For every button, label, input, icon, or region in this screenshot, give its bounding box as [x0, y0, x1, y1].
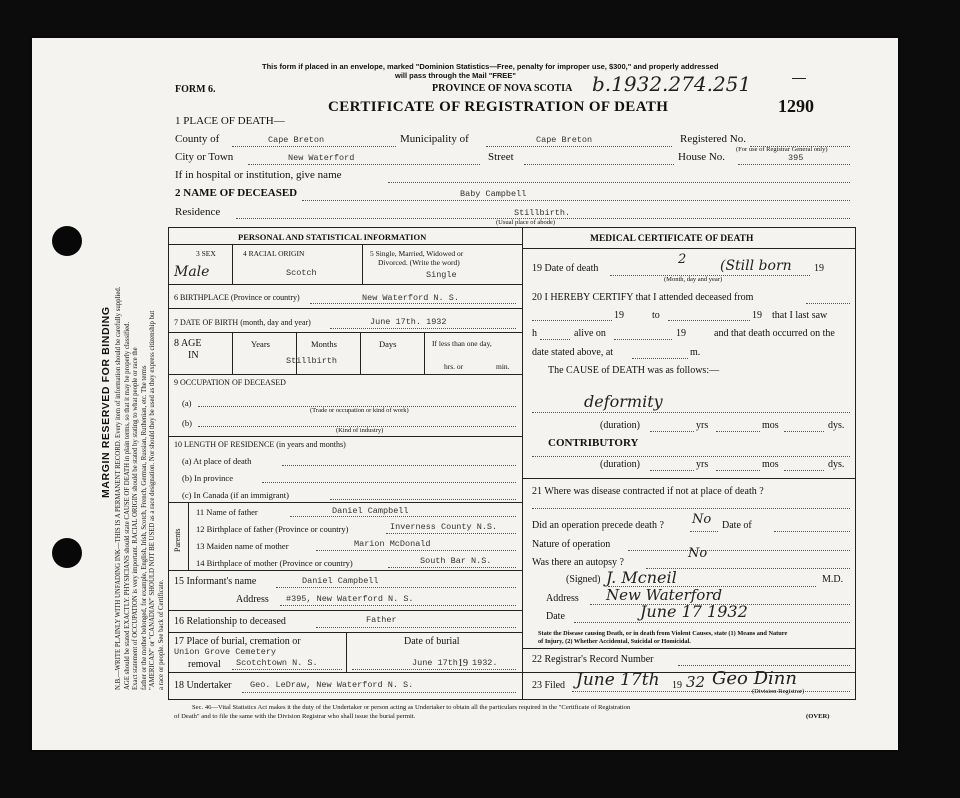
alive-on-label: alive on [574, 328, 606, 339]
birthplace-value: New Waterford N. S. [362, 293, 459, 303]
table-middle-rule [522, 227, 523, 699]
racial-value: Scotch [286, 268, 317, 278]
rule-after-dob [168, 332, 522, 333]
footer-line-1: Sec. 46—Vital Statistics Act makes it the duty of the Undertaker or person acting as Undertaker to obtain all the particulars required in the "Certificate of Registration [192, 704, 631, 711]
hospital-line [388, 182, 850, 183]
father-birthplace-line [386, 533, 516, 534]
duration-yrs-line-2 [650, 470, 694, 471]
cause-line [532, 412, 850, 413]
punch-hole-top [52, 226, 82, 256]
occupation-label: 9 OCCUPATION OF DECEASED [174, 378, 286, 387]
min-label: min. [496, 362, 510, 371]
rule-after-birthplace [168, 308, 522, 309]
table-bottom-rule [168, 699, 856, 700]
to-label: to [652, 310, 660, 321]
municipality-line [486, 146, 672, 147]
street-line [524, 164, 674, 165]
filed-hand: June 17th [576, 670, 660, 690]
age-label-2: IN [188, 350, 199, 361]
name-value: Baby Campbell [460, 189, 527, 199]
rule-after-sex [168, 284, 522, 285]
med-date-line [574, 622, 850, 623]
q21-label: 21 Where was disease contracted if not at place of death ? [532, 486, 764, 497]
table-right-rule [855, 227, 856, 699]
death-date-hand: 2 [678, 252, 687, 267]
burial-place-2: Scotchtown N. S. [236, 658, 318, 668]
father-birthplace-label: 12 Birthplace of father (Province or country) [196, 524, 349, 534]
md-label: M.D. [822, 574, 844, 585]
len-b-line [262, 482, 516, 483]
house-label: House No. [678, 151, 726, 163]
death-year-prefix: 19 [814, 263, 824, 274]
informant-address-value: #395, New Waterford N. S. [286, 594, 414, 604]
house-line [738, 164, 850, 165]
sex-label: 3 SEX [196, 249, 216, 258]
dob-line [330, 328, 516, 329]
burial-place-1: Union Grove Cemetery [174, 647, 277, 657]
certificate-number: 1290 [778, 96, 814, 116]
mos-label-1: mos [762, 420, 779, 431]
municipality-label: Municipality of [400, 133, 469, 145]
operation-date-label: Date of [722, 520, 752, 531]
marital-label-1: 5 Single, Married, Widowed or [370, 249, 464, 258]
length-label: 10 LENGTH OF RESIDENCE (in years and months) [174, 440, 346, 449]
cause-label: The CAUSE of DEATH was as follows:— [548, 365, 720, 376]
duration-mos-line-1 [716, 431, 760, 432]
mother-label: 13 Maiden name of mother [196, 541, 289, 551]
form-number: FORM 6. [175, 84, 216, 95]
death-date-label: 19 Date of death [532, 263, 599, 274]
mother-birthplace-value: South Bar N.S. [420, 556, 492, 566]
record-label: 22 Registrar's Record Number [532, 654, 654, 665]
operation-date-line [774, 531, 850, 532]
county-label: County of [175, 133, 220, 145]
occ-a-label: (a) [182, 398, 192, 408]
county-value: Cape Breton [268, 135, 325, 145]
marital-label-2: Divorced. (Write the word) [378, 258, 460, 267]
signed-hand: J. Mcneil [606, 568, 677, 587]
relationship-label: 16 Relationship to deceased [174, 616, 286, 627]
q21-line [532, 508, 850, 509]
date-above-line [632, 358, 688, 359]
filed-year-hand: 32 [686, 673, 706, 691]
punch-hole-bottom [52, 538, 82, 568]
alive-year: 19 [676, 328, 686, 339]
footer-line-2: of Death" and to file the same with the Division Registrar who shall issue the burial permit. [174, 713, 416, 720]
residence-label: Residence [175, 206, 221, 218]
mos-label-2: mos [762, 459, 779, 470]
death-date-hand-2: (Still born [720, 258, 792, 274]
place-of-death-label: 1 PLACE OF DEATH— [175, 115, 285, 127]
age-divider-1 [232, 332, 233, 374]
age-divider-2 [296, 332, 297, 374]
father-birthplace-value: Inverness County N.S. [390, 522, 498, 532]
cause-hand: deformity [584, 392, 663, 411]
signed-label: (Signed) [566, 574, 601, 585]
duration-dys-line-2 [784, 470, 824, 471]
age-divider-3 [360, 332, 361, 374]
operation-line [690, 531, 718, 532]
age-label-1: 8 AGE [174, 338, 202, 349]
relationship-value: Father [366, 615, 397, 625]
medical-heading-rule [522, 248, 855, 249]
birthplace-label: 6 BIRTHPLACE (Province or country) [174, 293, 300, 302]
nature-line [628, 550, 850, 551]
over-label: (OVER) [806, 713, 830, 720]
table-top-rule [168, 227, 856, 228]
undertaker-value: Geo. LeDraw, New Waterford N. S. [250, 680, 414, 690]
envelope-note-1: This form if placed in an envelope, marked "Dominion Statistics—Free, penalty for improper use, $300," and properly addressed [262, 62, 719, 71]
contributory-line [532, 456, 850, 457]
race-marital-divider [362, 244, 363, 284]
burial-divider [346, 632, 347, 672]
age-value: Stillbirth [286, 356, 338, 366]
rule-after-note [522, 648, 855, 649]
personal-heading-rule [168, 244, 522, 245]
informant-address-label: Address [236, 594, 269, 605]
rule-after-cause [522, 478, 855, 479]
sex-value: Male [174, 264, 210, 280]
relationship-line [316, 627, 516, 628]
rule-after-parents [168, 570, 522, 571]
m-label: m. [690, 347, 701, 358]
undertaker-line [242, 692, 516, 693]
occ-b-label: (b) [182, 418, 192, 428]
med-date-hand: June 17 1932 [640, 602, 748, 621]
street-label: Street [488, 151, 514, 163]
len-a-line [282, 465, 516, 466]
from-line [532, 320, 612, 321]
contributory-label: CONTRIBUTORY [548, 437, 639, 449]
autopsy-hand: No [688, 546, 708, 561]
informant-label: 15 Informant's name [174, 576, 257, 587]
dys-label-1: dys. [828, 420, 845, 431]
racial-label: 4 RACIAL ORIGIN [243, 249, 305, 258]
name-label: 2 NAME OF DECEASED [175, 187, 298, 199]
parents-divider [188, 502, 189, 570]
registrar-sub: (Division Registrar) [752, 688, 805, 695]
registered-label: Registered No. [680, 133, 746, 145]
burial-label-1: 17 Place of burial, cremation or [174, 636, 301, 647]
dob-value: June 17th. 1932 [370, 317, 447, 327]
parents-label: Parents [173, 528, 182, 552]
registered-sub: (For use of Registrar General only) [736, 146, 828, 153]
marital-value: Single [426, 270, 457, 280]
duration-label-1: (duration) [600, 420, 640, 431]
duration-dys-line-1 [784, 431, 824, 432]
occ-b-sub: (Kind of industry) [336, 427, 384, 434]
med-address-hand: New Waterford [606, 586, 723, 604]
age-divider-4 [424, 332, 425, 374]
dob-label: 7 DATE OF BIRTH (month, day and year) [174, 318, 311, 327]
note-line-1: State the Disease causing Death, or in death from Violent Causes, state (1) Means and Nature [538, 630, 788, 637]
certificate-title: CERTIFICATE OF REGISTRATION OF DEATH [328, 99, 669, 115]
certify-line [806, 303, 850, 304]
less-than-day-label: If less than one day, [432, 339, 492, 348]
death-date-sub: (Month, day and year) [664, 276, 723, 283]
certify-to-year: 19 [752, 310, 762, 321]
undertaker-label: 18 Undertaker [174, 680, 232, 691]
years-label: Years [251, 339, 270, 349]
house-value: 395 [788, 153, 804, 163]
hospital-label: If in hospital or institution, give name [175, 169, 342, 181]
burial-date-label: Date of burial [404, 636, 460, 647]
med-date-label: Date [546, 611, 565, 622]
rule-after-occupation [168, 436, 522, 437]
operation-label: Did an operation precede death ? [532, 520, 664, 531]
rule-after-informant [168, 610, 522, 611]
yrs-label-2: yrs [696, 459, 709, 470]
residence-sub: (Usual place of abode) [496, 219, 556, 226]
envelope-note-2: will pass through the Mail "FREE" [395, 71, 516, 80]
father-line [290, 516, 516, 517]
burial-year-value: 1932. [472, 658, 498, 668]
rule-after-age [168, 374, 522, 375]
death-occurred-label: and that death occurred on the [714, 328, 835, 339]
dys-label-2: dys. [828, 459, 845, 470]
filed-label: 23 Filed [532, 680, 566, 691]
medical-heading: MEDICAL CERTIFICATE OF DEATH [590, 234, 754, 244]
mother-birthplace-label: 14 Birthplace of mother (Province or country) [196, 558, 353, 568]
rule-after-relationship [168, 632, 522, 633]
to-line [668, 320, 750, 321]
date-above-label: date stated above, at [532, 347, 614, 358]
len-a-label: (a) At place of death [182, 456, 252, 466]
yrs-label-1: yrs [696, 420, 709, 431]
alive-on-line [614, 339, 672, 340]
h-line [540, 339, 570, 340]
nature-label: Nature of operation [532, 539, 611, 550]
len-b-label: (b) In province [182, 473, 233, 483]
city-label: City or Town [175, 151, 234, 163]
rule-after-burial [168, 672, 522, 673]
len-c-label: (c) In Canada (if an immigrant) [182, 490, 289, 500]
informant-value: Daniel Campbell [302, 576, 379, 586]
note-line-2: of Injury, (2) Whether Accidental, Suicidal or Homicidal. [538, 638, 691, 645]
sex-race-divider [232, 244, 233, 284]
birthplace-line [310, 303, 516, 304]
filed-line [572, 691, 850, 692]
months-label: Months [311, 339, 337, 349]
burial-date-line [352, 669, 516, 670]
father-label: 11 Name of father [196, 507, 258, 517]
burial-label-2: removal [188, 659, 221, 670]
registrar-signature: Geo Dinn [712, 668, 797, 689]
burial-year-prefix: 19 [458, 658, 468, 669]
certify-label: 20 I HEREBY CERTIFY that I attended deceased from [532, 292, 754, 303]
residence-value: Stillbirth. [514, 208, 571, 218]
margin-instructions: N.B.—WRITE PLAINLY WITH UNFADING INK—THIS IS A PERMANENT RECORD. Every item of information should be carefully supplied. AGE should be stated EXACTLY. PHYSICIANS should state CAUSE OF DEATH in plain terms, so that it may be properly classified. Exact statement of OCCUPATION is very important. RACIAL ORIGIN should be stated by stating to what people or race the father or the mother belonged, for example, English, Irish, Scotch, French, German, Russian, Ruthenian, etc. The terms "AMERICAN" or "CANADIAN" SHOULD NOT BE USED as a race designation. Nor should they be used as they express citizenship but a race or people. See back of Certificate. [115, 286, 165, 690]
dash-mark [792, 78, 806, 79]
municipality-value: Cape Breton [536, 135, 593, 145]
len-c-line [330, 499, 516, 500]
h-label: h [532, 328, 537, 339]
county-line [232, 146, 396, 147]
duration-mos-line-2 [716, 470, 760, 471]
burial-place-line [232, 669, 342, 670]
father-value: Daniel Campbell [332, 506, 409, 516]
last-saw-label: that I last saw [772, 310, 828, 321]
certify-from-year: 19 [614, 310, 624, 321]
handwritten-reference: b.1932.274.251 [592, 72, 752, 96]
personal-heading: PERSONAL AND STATISTICAL INFORMATION [238, 232, 427, 242]
mother-line [316, 550, 516, 551]
days-label: Days [379, 339, 397, 349]
name-line [302, 200, 850, 201]
duration-label-2: (duration) [600, 459, 640, 470]
table-left-rule [168, 227, 169, 699]
margin-reserved-label: MARGIN RESERVED FOR BINDING [100, 306, 112, 498]
med-address-label: Address [546, 593, 579, 604]
informant-line [276, 587, 516, 588]
informant-address-line [280, 605, 516, 606]
province-label: PROVINCE OF NOVA SCOTIA [432, 83, 573, 94]
autopsy-label: Was there an autopsy ? [532, 557, 624, 568]
rule-after-length [168, 502, 522, 503]
mother-value: Marion McDonald [354, 539, 431, 549]
filed-year-prefix: 19 [672, 680, 682, 691]
burial-date-value: June 17th [412, 658, 458, 668]
operation-hand: No [692, 512, 712, 527]
duration-yrs-line-1 [650, 431, 694, 432]
mother-birthplace-line [388, 567, 516, 568]
city-value: New Waterford [288, 153, 355, 163]
hrs-label: hrs. or [444, 362, 464, 371]
occ-a-sub: (Trade or occupation or kind of work) [310, 407, 409, 414]
record-line [678, 665, 850, 666]
city-line [248, 164, 480, 165]
